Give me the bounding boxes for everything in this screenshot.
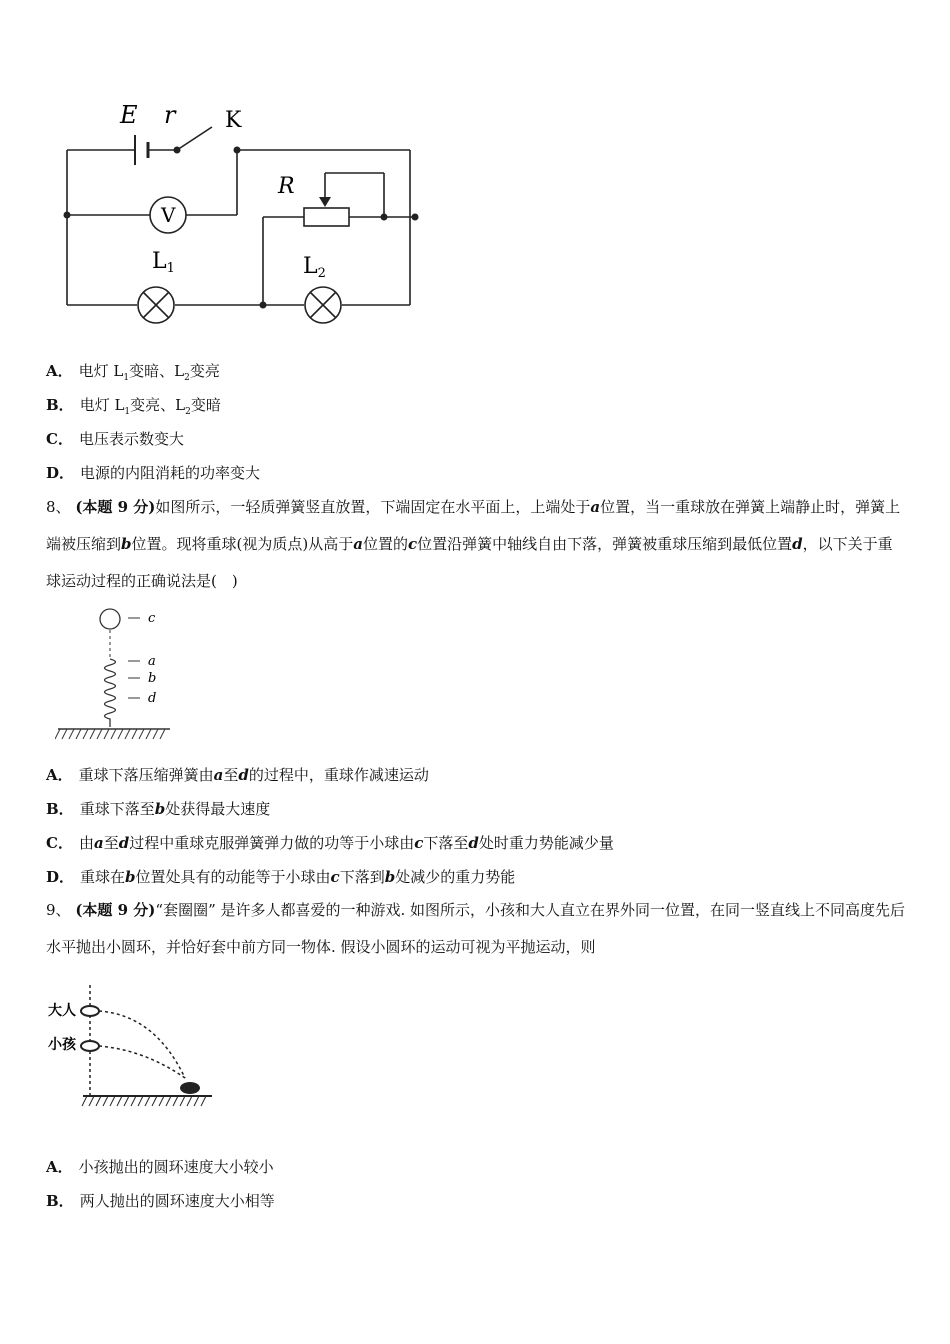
- q9-question-text: 9、 (本题 9 分)“套圈圈” 是许多人都喜爱的一种游戏. 如图所示，小孩和大人直立在界外同一位置，在同一竖直线上不同高度先后水平抛出小圆环，并恰好套中前方同一物体. 假设小圆环的运动可视为平抛运动，则: [46, 901, 906, 956]
- q7-option-a[interactable]: A． 电灯 $L_1$变暗、$L_2$变亮: [46, 362, 220, 383]
- q9-option-a[interactable]: A． 小孩抛出的圆环速度大小较小: [46, 1158, 274, 1176]
- target-object: [180, 1082, 200, 1094]
- q8-option-d[interactable]: D． 重球在b位置处具有的动能等于小球由c下落到b处减少的重力势能: [46, 868, 516, 886]
- q7-option-d[interactable]: D． 电源的内阻消耗的功率变大: [46, 464, 261, 482]
- adult-label: 大人: [48, 1003, 76, 1019]
- circuit-diagram: [60, 95, 430, 335]
- position-a-label: a: [148, 654, 156, 669]
- spring-coil: [105, 659, 116, 727]
- q9-option-b[interactable]: B． 两人抛出的圆环速度大小相等: [46, 1192, 275, 1210]
- rheostat-label: R: [278, 174, 295, 199]
- lamp-l2-symbol: [305, 287, 341, 323]
- emf-label: E: [120, 101, 138, 129]
- ball-symbol: [100, 609, 120, 629]
- child-label: 小孩: [48, 1037, 76, 1053]
- switch-label: K: [225, 108, 242, 133]
- child-ring: [81, 1041, 99, 1051]
- voltmeter-label: V: [161, 203, 176, 227]
- q8-option-c[interactable]: C． 由a至d过程中重球克服弹簧弹力做的功等于小球由c下落至d处时重力势能减少量: [46, 834, 614, 852]
- lamp-l1-label: L1: [152, 249, 175, 276]
- child-trajectory: [99, 1046, 185, 1078]
- q8-option-a[interactable]: A． 重球下落压缩弹簧由a至d的过程中，重球作减速运动: [46, 766, 429, 784]
- q8-option-b[interactable]: B． 重球下落至b处获得最大速度: [46, 800, 271, 818]
- spring-figure: [55, 603, 180, 748]
- position-b-label: b: [148, 671, 157, 686]
- q7-option-b[interactable]: B． 电灯 $L_1$变亮、$L_2$变暗: [46, 396, 221, 417]
- internal-resistance-label: r: [164, 101, 176, 129]
- ring-toss-figure: [45, 980, 220, 1115]
- position-d-label: d: [148, 691, 157, 706]
- q7-option-c[interactable]: C． 电压表示数变大: [46, 430, 184, 448]
- position-c-label: c: [148, 611, 156, 626]
- lamp-l1-symbol: [138, 287, 174, 323]
- adult-trajectory: [99, 1011, 185, 1078]
- lamp-l2-label: L2: [303, 254, 326, 281]
- q8-question-text: 8、 (本题 9 分)如图所示，一轻质弹簧竖直放置，下端固定在水平面上，上端处于a位置，当一重球放在弹簧上端静止时，弹簧上端被压缩到b位置。现将重球(视为质点)从高于a位置的c位置沿弹簧中轴线自由下落，弹簧被重球压缩到最低位置d，以下关于重球运动过程的正确说法是( ): [46, 498, 901, 590]
- adult-ring: [81, 1006, 99, 1016]
